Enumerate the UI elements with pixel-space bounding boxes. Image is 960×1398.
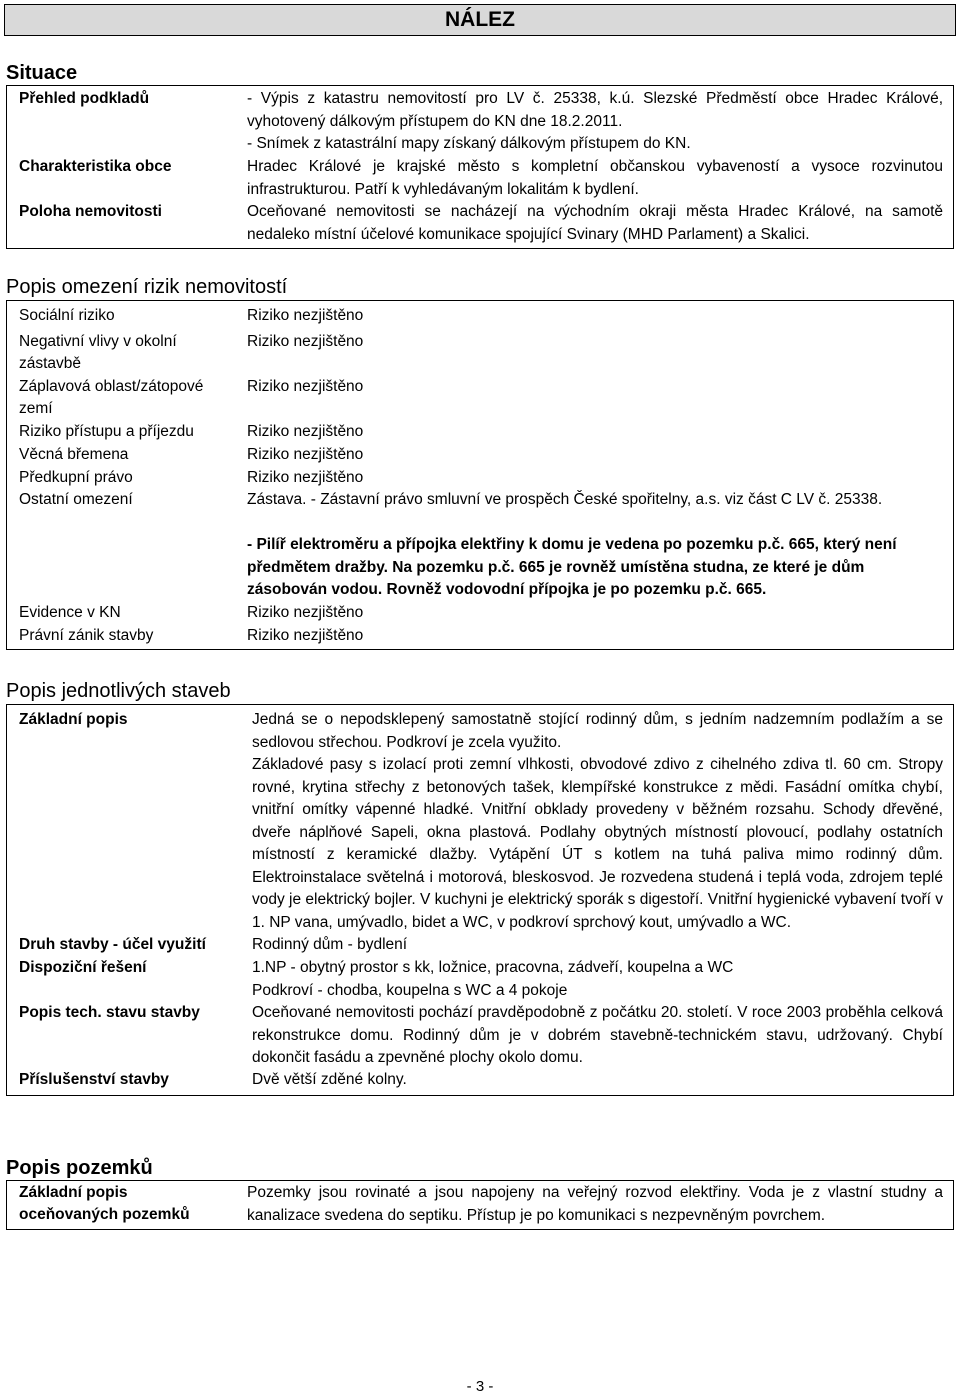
- page-title: NÁLEZ: [445, 8, 515, 31]
- section-title-pozemky: Popis pozemků: [6, 1157, 153, 1179]
- stavby-label-dispozice: Dispoziční řešení: [19, 959, 147, 976]
- omezeni-box: [6, 300, 954, 650]
- stavby-value-druh: Rodinný dům - bydlení: [252, 936, 408, 953]
- stavby-value-prislusenstvi: Dvě větší zděné kolny.: [252, 1071, 407, 1088]
- situace-value-obec: Hradec Králové je krajské město s kompletní občanskou vybaveností a vysoce rozvinutou infrastrukturou. Patří k vyhledávaným lokalitám k bydlení.: [247, 158, 943, 198]
- situace-value-poloha: Oceňované nemovitosti se nacházejí na východním okraji města Hradec Králové, na samotě nedaleko místní účelové komunikace spojující Svinary (MHD Parlament) a Skalici.: [247, 203, 943, 243]
- stavby-value-dispozice: 1.NP - obytný prostor s kk, ložnice, pracovna, zádveří, koupelna a WC Podkroví - chodba, koupelna s WC a 4 pokoje: [252, 959, 734, 999]
- omezeni-label-zaplavova: Záplavová oblast/zátopové zemí: [19, 378, 204, 417]
- omezeni-label-evidence: Evidence v KN: [19, 604, 121, 621]
- pozemky-box: [6, 1180, 954, 1230]
- stavby-value-tech-stav: Oceňované nemovitosti pochází pravděpodobně z počátku 20. století. V roce 2003 proběhla celková rekonstrukce domu. Rodinný dům je v dobrém stavebně-technickém stavu, udržovaný. Chybí dokončit fasádu a zpevněné plochy okolo domu.: [252, 1004, 943, 1066]
- pozemky-value-zakladni: Pozemky jsou rovinaté a jsou napojeny na veřejný rozvod elektřiny. Voda je z vlastní studny a kanalizace svedena do septiku. Přístup je po komunikaci s nezpevněným povrchem.: [247, 1184, 943, 1224]
- omezeni-label-bremena: Věcná břemena: [19, 446, 129, 463]
- situace-label-podklady: Přehled podkladů: [19, 90, 150, 107]
- stavby-value-zakladni: Jedná se o nepodsklepený samostatně stojící rodinný dům, s jedním nadzemním podlažím a se sedlovou střechou. Podkroví je zcela využito. Základové pasy s izolací proti zemní vlhkosti, obvodové zdivo z cihelného zdiva tl. 60 cm. Stropy rovné, krytina střechy z betonových tašek, klempířské konstrukce z mědi. Fasádní omítka chybí, vnitřní omítky vápenné hladké. Vnitřní obklady provedeny v běžném rozsahu. Schody dřevěné, dveře náplňové Sapeli, okna plastová. Podlahy obytných místností plovoucí, podlahy ostatních místností z keramické dlažby. Vytápění ÚT s kotlem na tuhá paliva mimo rodinný dům. Elektroinstalace světelná i motorová, bleskosvod. Je rozvedena studená i teplá voda, zdrojem teplé vody je elektrický bojler. V kuchyni je elektrický sporák s digestoří. Vnitřní hygienické vybavení tvoří v 1. NP vana, umývadlo, bidet a WC, v podkroví sprchový kout, umývadlo a WC.: [252, 711, 943, 931]
- omezeni-value-pilir: - Pilíř elektroměru a přípojka elektřiny k domu je vedena po pozemku p.č. 665, který není předmětem dražby. Na pozemku p.č. 665 je rovněž umístěna studna, ze které je dům zásobován vodou. Rovněž vodovodní přípojka je po pozemku p.č. 665.: [247, 536, 897, 598]
- pozemky-label-zakladni: Základní popis oceňovaných pozemků: [19, 1184, 190, 1223]
- stavby-label-tech-stav: Popis tech. stavu stavby: [19, 1004, 200, 1021]
- omezeni-value-vlivy: Riziko nezjištěno: [247, 333, 364, 350]
- omezeni-value-zaplavova: Riziko nezjištěno: [247, 378, 364, 395]
- stavby-label-zakladni: Základní popis: [19, 711, 128, 728]
- omezeni-label-ostatni: Ostatní omezení: [19, 491, 133, 508]
- situace-box: [6, 85, 954, 249]
- omezeni-label-socialni: Sociální riziko: [19, 307, 115, 324]
- stavby-box: [6, 704, 954, 1096]
- stavby-label-druh: Druh stavby - účel využití: [19, 936, 206, 953]
- page-title-bar: [4, 4, 956, 36]
- omezeni-label-predkupni: Předkupní právo: [19, 469, 133, 486]
- omezeni-value-socialni: Riziko nezjištěno: [247, 307, 364, 324]
- situace-label-poloha: Poloha nemovitosti: [19, 203, 162, 220]
- section-title-stavby: Popis jednotlivých staveb: [6, 680, 231, 702]
- omezeni-value-pristup: Riziko nezjištěno: [247, 423, 364, 440]
- section-title-omezeni: Popis omezení rizik nemovitostí: [6, 276, 288, 298]
- stavby-label-prislusenstvi: Příslušenství stavby: [19, 1071, 169, 1088]
- omezeni-value-bremena: Riziko nezjištěno: [247, 446, 364, 463]
- omezeni-value-predkupni: Riziko nezjištěno: [247, 469, 364, 486]
- omezeni-label-pristup: Riziko přístupu a příjezdu: [19, 423, 194, 440]
- situace-label-obec: Charakteristika obce: [19, 158, 172, 175]
- page-number: - 3 -: [466, 1378, 494, 1395]
- situace-value-podklady: - Výpis z katastru nemovitostí pro LV č. 25338, k.ú. Slezské Předměstí obce Hradec Králové, vyhotovený dálkovým přístupem do KN dne 18.2.2011. - Snímek z katastrální mapy získaný dálkovým přístupem do KN.: [247, 90, 943, 152]
- omezeni-value-zanik: Riziko nezjištěno: [247, 627, 364, 644]
- omezeni-label-zanik: Právní zánik stavby: [19, 627, 154, 644]
- omezeni-label-vlivy: Negativní vlivy v okolní zástavbě: [19, 333, 177, 372]
- omezeni-value-ostatni: Zástava. - Zástavní právo smluvní ve prospěch České spořitelny, a.s. viz část C LV č. 25338.: [247, 491, 883, 508]
- section-title-situace: Situace: [6, 62, 78, 84]
- omezeni-value-evidence: Riziko nezjištěno: [247, 604, 364, 621]
